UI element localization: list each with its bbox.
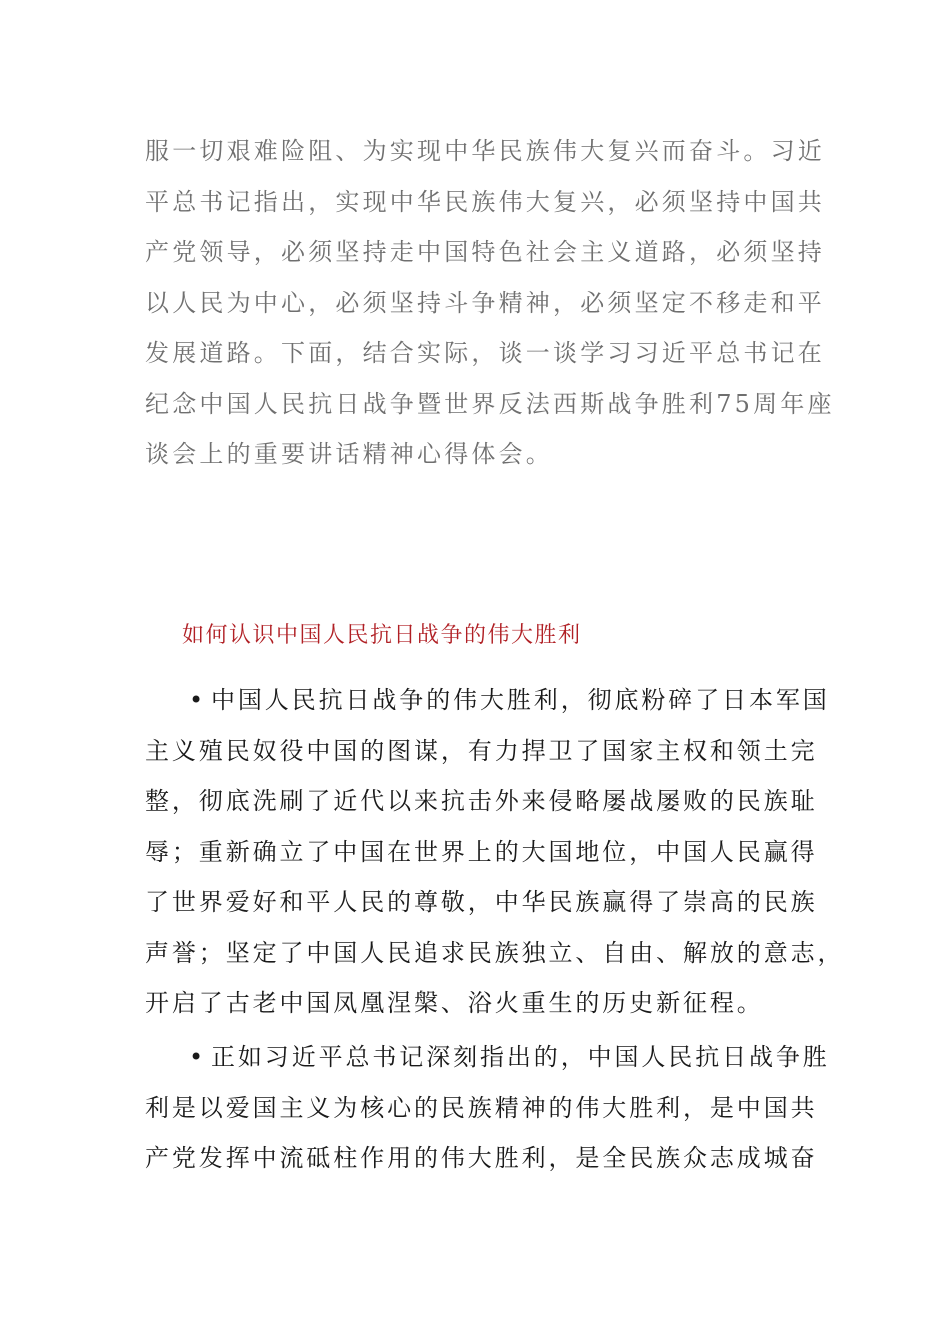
- intro-line: 发展道路。下面，结合实际，谈一谈学习习近平总书记在: [145, 339, 825, 367]
- paragraph-first-line: [145, 1032, 830, 1083]
- paragraph-line: 主义殖民奴役中国的图谋，有力捍卫了国家主权和领土完: [145, 736, 818, 765]
- bullet-icon: •: [189, 686, 207, 714]
- body-paragraph: [145, 675, 845, 1029]
- bullet-icon: •: [189, 1043, 207, 1071]
- intro-line: 以人民为中心，必须坚持斗争精神，必须坚定不移走和平: [145, 288, 825, 317]
- paragraph-line: 辱；重新确立了中国在世界上的大国地位，中国人民赢得: [145, 837, 818, 866]
- paragraph-line: 整，彻底洗刷了近代以来抗击外来侵略屡战屡败的民族耻: [145, 787, 818, 815]
- intro-paragraph: [145, 126, 835, 480]
- paragraph-first-line: [145, 675, 830, 726]
- body-paragraph: [145, 1032, 830, 1184]
- paragraph-first-line-text: 正如习近平总书记深刻指出的，中国人民抗日战争胜: [211, 1043, 830, 1071]
- paragraph-line: 了世界爱好和平人民的尊敬，中华民族赢得了崇高的民族: [145, 888, 818, 916]
- intro-line: 服一切艰难险阻、为实现中华民族伟大复兴而奋斗。习近: [145, 137, 825, 165]
- intro-line: 平总书记指出，实现中华民族伟大复兴，必须坚持中国共: [145, 187, 825, 216]
- paragraph-line: 开启了古老中国凤凰涅槃、浴火重生的历史新征程。: [145, 989, 764, 1017]
- intro-line: 产党领导，必须坚持走中国特色社会主义道路，必须坚持: [145, 238, 825, 266]
- paragraph-line: 利是以爱国主义为核心的民族精神的伟大胜利，是中国共: [145, 1093, 818, 1122]
- paragraph-first-line-text: 中国人民抗日战争的伟大胜利，彻底粉碎了日本军国: [211, 686, 830, 714]
- intro-line: 纪念中国人民抗日战争暨世界反法西斯战争胜利75周年座: [145, 389, 835, 418]
- section-heading: 如何认识中国人民抗日战争的伟大胜利: [182, 623, 582, 648]
- intro-line: 谈会上的重要讲话精神心得体会。: [145, 440, 553, 468]
- paragraph-line: 声誉；坚定了中国人民追求民族独立、自由、解放的意志，: [145, 938, 845, 967]
- paragraph-line: 产党发挥中流砥柱作用的伟大胜利，是全民族众志成城奋: [145, 1144, 818, 1172]
